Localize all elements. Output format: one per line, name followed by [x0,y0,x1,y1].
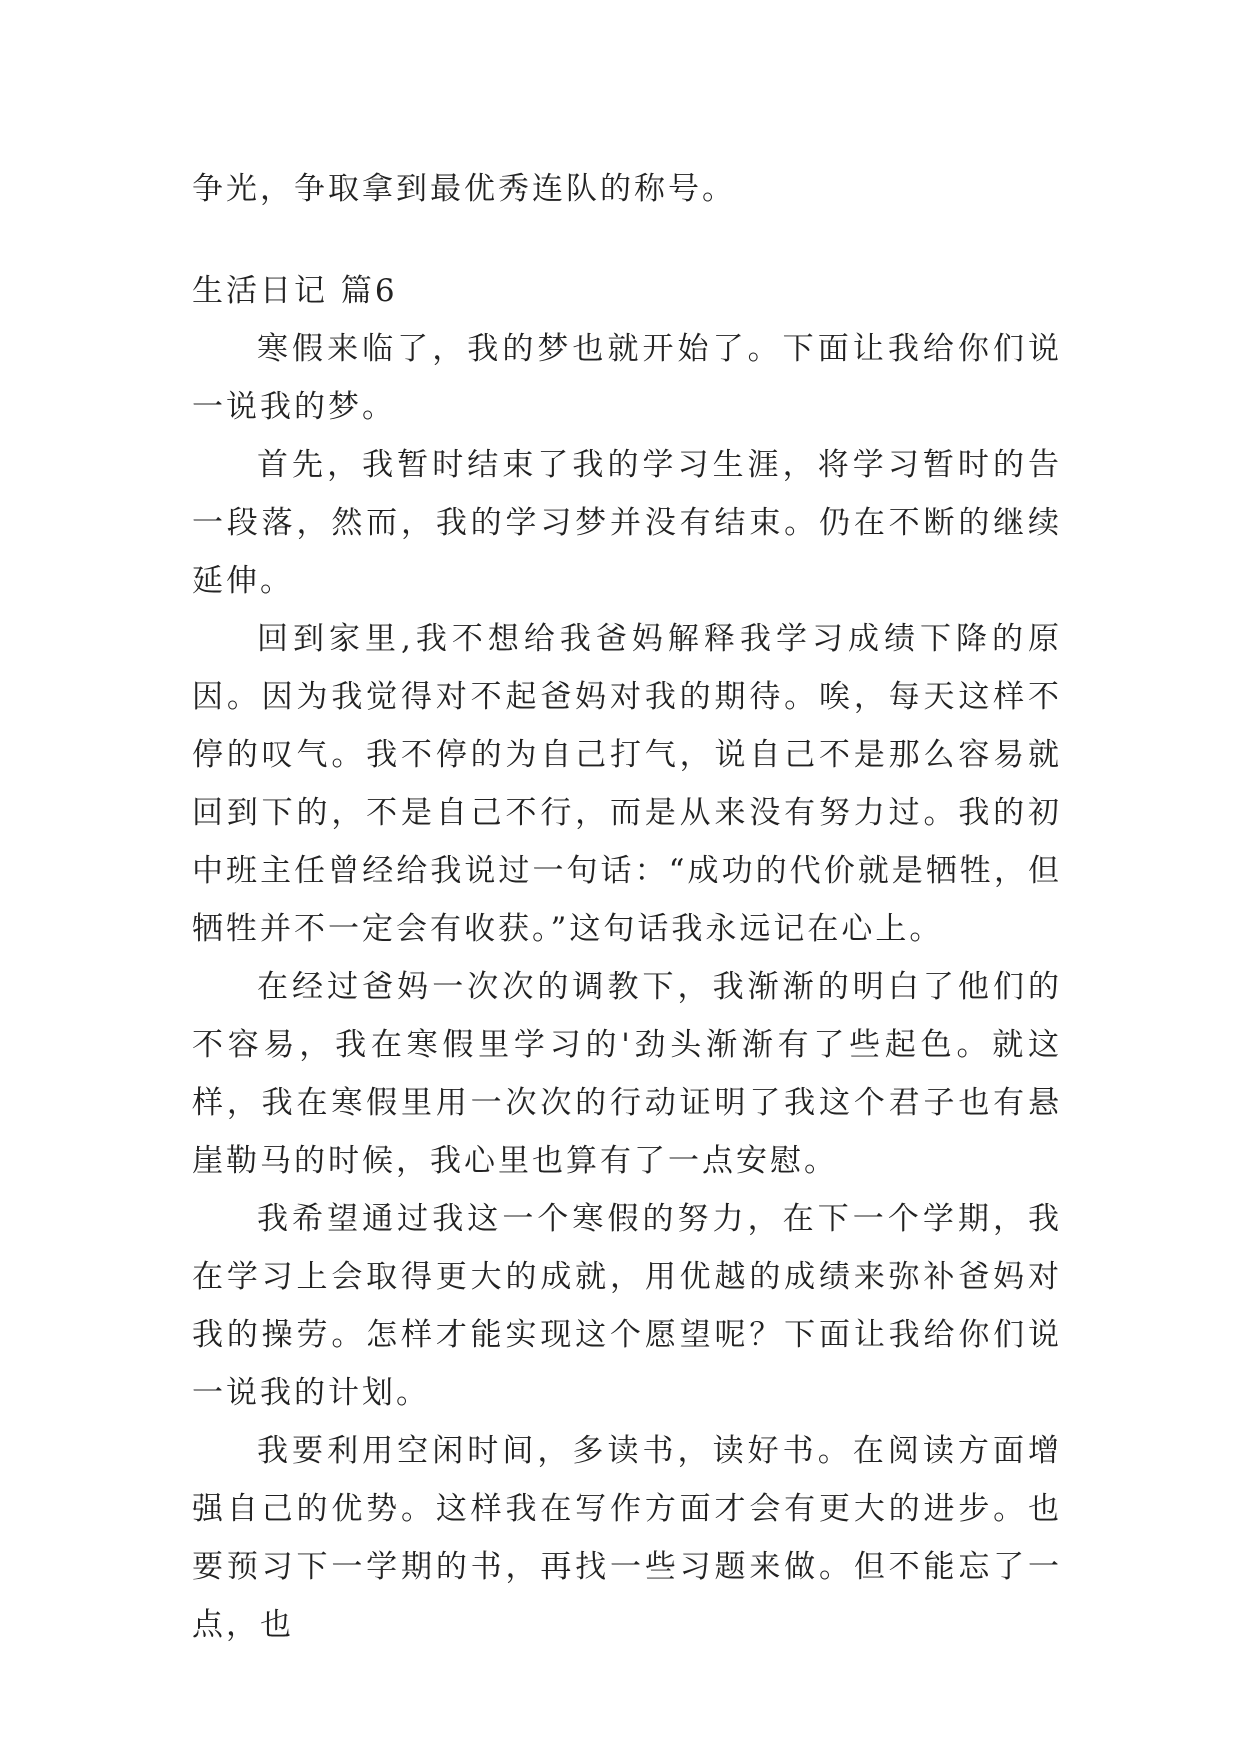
document-body [192,160,1062,1654]
paragraph-6: 我要利用空闲时间，多读书，读好书。在阅读方面增强自己的优势。这样我在写作方面才会有更大的进步。也要预习下一学期的书，再找一些习题来做。但不能忘了一点，也 [192,1433,1062,1643]
paragraph-2: 首先，我暂时结束了我的学习生涯，将学习暂时的告一段落，然而，我的学习梦并没有结束。仍在不断的继续延伸。 [192,447,1062,599]
paragraph-4: 在经过爸妈一次次的调教下，我渐渐的明白了他们的不容易，我在寒假里学习的'劲头渐渐有了些起色。就这样，我在寒假里用一次次的行动证明了我这个君子也有悬崖勒马的时候，我心里也算有了一点安慰。 [192,969,1062,1179]
section-heading: 生活日记 篇6 [192,273,398,309]
continued-line: 争光，争取拿到最优秀连队的称号。 [192,171,736,207]
paragraph-3: 回到家里,我不想给我爸妈解释我学习成绩下降的原因。因为我觉得对不起爸妈对我的期待。唉，每天这样不停的叹气。我不停的为自己打气，说自己不是那么容易就回到下的，不是自己不行，而是从来没有努力过。我的初中班主任曾经给我说过一句话：“成功的代价就是牺牲，但牺牲并不一定会有收获。”这句话我永远记在心上。 [192,621,1062,947]
paragraph-5: 我希望通过我这一个寒假的努力，在下一个学期，我在学习上会取得更大的成就，用优越的成绩来弥补爸妈对我的操劳。怎样才能实现这个愿望呢？下面让我给你们说一说我的计划。 [192,1201,1062,1411]
paragraph-1: 寒假来临了，我的梦也就开始了。下面让我给你们说一说我的梦。 [192,331,1062,425]
